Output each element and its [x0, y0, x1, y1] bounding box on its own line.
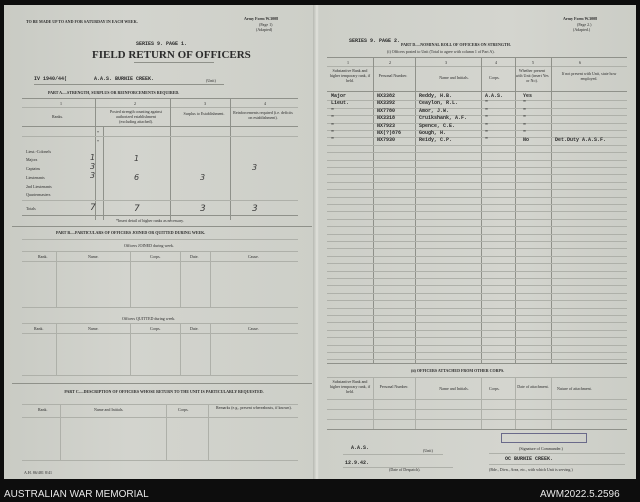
form-id: Army Form W.3008 [244, 16, 279, 21]
part-d-heading: PART D.—NOMINAL ROLL OF OFFICERS ON STRENGTH. [401, 42, 511, 47]
right-page [319, 5, 636, 479]
roll-cell-employed: Det.Duty A.A.S.F. [555, 137, 607, 143]
quitted-col: Cause. [248, 326, 259, 331]
roll-ruled-line [327, 160, 627, 161]
rank-label: Quartermasters [26, 192, 51, 197]
roll-cell-num: NX7930 [377, 137, 396, 143]
surplus-header: Surplus to Establishment. [183, 111, 225, 116]
joined-col: Rank. [38, 254, 48, 259]
joined-title: Officers JOINED during week. [124, 243, 174, 248]
form-adapted-right: (Adapted.) [573, 27, 591, 32]
nominal-col-num: 1 [347, 60, 349, 65]
command-unit: OC BURNIE CREEK. [505, 456, 554, 462]
rank-label: Lieut.-Colonels [26, 149, 51, 154]
personal-number-header: Personal Number. [378, 73, 408, 78]
roll-cell-num: NX(?)876 [377, 130, 402, 136]
roll-cell-rank: Major [331, 93, 347, 99]
roll-ruled-line [327, 315, 627, 316]
bde-label: (Bde., Divn., Area, etc., with which Unit is serving.) [489, 467, 573, 472]
rank-label: Captains [26, 166, 40, 171]
roll-ruled-line [327, 256, 627, 257]
roll-cell-rank: " [331, 108, 335, 114]
quitted-col: Name. [88, 326, 99, 331]
joined-col: Name. [88, 254, 99, 259]
roll-ruled-line [327, 285, 627, 286]
roll-cell-present: " [523, 123, 527, 129]
roll-cell-corps: " [485, 108, 489, 114]
part-c-heading: PART C.—DESCRIPTION OF OFFICERS WHOSE RETURN TO THE UNIT IS PARTICULARLY REQUESTED. [64, 389, 264, 394]
roll-cell-corps: " [485, 123, 489, 129]
roll-cell-rank: " [331, 123, 335, 129]
roll-cell-num: NX3392 [377, 100, 396, 106]
roll-cell-corps: " [485, 115, 489, 121]
roll-cell-name: Reidy, C.P. [419, 137, 453, 143]
col1-value: 3 [90, 162, 96, 171]
quitted-col: Date. [190, 326, 199, 331]
reinforcements-header: Reinforcements required (i.e. deficits on establishment). [233, 110, 293, 120]
roll-ruled-line [327, 278, 627, 279]
posted-note: (i) Officers posted to Unit (Total to agree with column 1 of Part A). [387, 49, 495, 54]
roll-cell-name: Spence, C.E. [419, 123, 456, 129]
unit-signature: A.A.S. [351, 445, 370, 451]
commander-stamp [501, 433, 587, 443]
attached-col: Name and Initials. [439, 386, 469, 391]
employed-header: If not present with Unit, state how employed. [561, 71, 617, 81]
roll-cell-name: Amor, J.W. [419, 108, 450, 114]
quitted-col: Corps. [150, 326, 161, 331]
roll-cell-rank: " [331, 115, 335, 121]
part-a-col-num: 2 [134, 101, 136, 106]
roll-cell-name: Ceaylon, R.L. [419, 100, 459, 106]
col2-value: 6 [134, 173, 140, 182]
roll-ruled-line [327, 345, 627, 346]
joined-col: Cause. [248, 254, 259, 259]
roll-ruled-line [327, 234, 627, 235]
attached-col: Substantive Rank and higher temporary rank, if held. [329, 379, 371, 394]
roll-ruled-line [327, 182, 627, 183]
form-page-right: (Page 2.) [577, 22, 592, 27]
roll-cell-corps: " [485, 130, 489, 136]
attached-col: Date of attachment. [517, 384, 549, 389]
nominal-col-num: 5 [532, 60, 534, 65]
col1-value: 3 [90, 171, 96, 180]
roll-cell-corps: A.A.S. [485, 93, 504, 99]
roll-cell-present: Yes [523, 93, 533, 99]
form-id-right: Army Form W.3008 [563, 16, 598, 21]
rank-header: Substantive Rank and higher temporary rank, if held. [329, 68, 371, 83]
roll-cell-present: No [523, 137, 530, 143]
roll-ruled-line [327, 263, 627, 264]
rank-label: 2nd Lieutenants [26, 184, 52, 189]
nominal-col-num: 6 [579, 60, 581, 65]
roll-ruled-line [327, 152, 627, 153]
roll-ruled-line [327, 197, 627, 198]
posted-strength-header: Posted strength counting against authorized establishment (excluding attached). [110, 109, 162, 124]
roll-cell-num: NX3318 [377, 115, 396, 121]
printer-code: A.H. 86/481 8/41 [24, 470, 52, 475]
attached-col: Nature of attachment. [557, 386, 592, 391]
rank-label-totals: Totals [26, 206, 36, 211]
roll-ruled-line [327, 100, 627, 101]
form-page: (Page 1) [259, 22, 273, 27]
attached-heading: (ii) OFFICERS ATTACHED FROM OTHER CORPS. [411, 368, 505, 373]
roll-ruled-line [327, 115, 627, 116]
nominal-col-num: 4 [495, 60, 497, 65]
part-b-heading: PART B.—PARTICULARS OF OFFICERS JOINED OR QUITTED DURING WEEK. [56, 230, 206, 235]
present-header: Whether present with Unit (insert Yes or No). [515, 68, 549, 83]
roll-ruled-line [327, 293, 627, 294]
roll-ruled-line [327, 123, 627, 124]
part-a-footnote: *Insert detail of higher ranks as necessary. [116, 218, 184, 223]
roll-ruled-line [327, 204, 627, 205]
col3-value: 3 [200, 173, 206, 182]
roll-ruled-line [327, 337, 627, 338]
serial-number: SERIES 9. PAGE 1. [136, 41, 188, 47]
roll-cell-rank: " [331, 130, 335, 136]
roll-cell-num: NX3382 [377, 93, 396, 99]
despatch-date: 12.9.42. [345, 460, 370, 466]
footer-institution: AUSTRALIAN WAR MEMORIAL [4, 489, 149, 500]
joined-col: Corps. [150, 254, 161, 259]
corps-header: Corps. [489, 75, 500, 80]
unit-label: (Unit) [206, 78, 216, 83]
roll-ruled-line [327, 359, 627, 360]
roll-ruled-line [327, 308, 627, 309]
quitted-col: Rank. [34, 326, 44, 331]
col4-value: 3 [252, 204, 258, 214]
weekly-note: TO BE MADE UP TO AND FOR SATURDAY IN EACH WEEK. [26, 19, 138, 24]
roll-ruled-line [327, 226, 627, 227]
col4-value: 3 [252, 163, 258, 172]
roll-cell-corps: " [485, 137, 489, 143]
part-a-col-num: 3 [204, 101, 206, 106]
roll-cell-name: Gough, H. [419, 130, 447, 136]
roll-ruled-line [327, 108, 627, 109]
name-header: Name and Initials. [439, 75, 469, 80]
roll-ruled-line [327, 241, 627, 242]
part-c-col: Corps. [178, 407, 189, 412]
part-c-col: Rank. [38, 407, 48, 412]
form-adapted: (Adapted) [256, 27, 273, 32]
part-a-heading: PART A.—STRENGTH, SURPLUS OR REINFORCEMENTS REQUIRED. [48, 90, 180, 95]
roll-cell-name: Cruikshank, A.F. [419, 115, 468, 121]
unit-name: A.A.S. BURNIE CREEK. [94, 76, 155, 82]
date-label: (Date of Despatch). [389, 467, 421, 472]
attached-col: Corps. [489, 386, 500, 391]
attached-col: Personal Number. [379, 384, 409, 389]
roll-cell-rank: Lieut. [331, 100, 350, 106]
roll-ruled-line [327, 352, 627, 353]
part-a-col-num: 4 [264, 101, 266, 106]
col2-value: 7 [134, 204, 140, 214]
part-c-col: Remarks (e.g., present whereabouts, if known). [216, 405, 292, 410]
roll-ruled-line [327, 174, 627, 175]
part-c-col: Name and Initials. [94, 407, 124, 412]
roll-cell-present: " [523, 130, 527, 136]
roll-cell-rank: " [331, 137, 335, 143]
col1-value: 7 [90, 203, 96, 213]
unit-ref: IV 1940/44( [34, 76, 68, 82]
left-page: TO BE MADE UP TO AND FOR SATURDAY IN EACH WEEK. Army Form W.3008 (Page 1) (Adapted) SERIES 9. PAGE 1. FIELD RETURN OF OFFICERS IV 1940/44( A.A.S. BURNIE CREEK. (Unit) PART A.—STRENGTH, SURPLUS OR REINFORCEMENTS REQUIRED. 1 2 3 4 Ranks. Posted strength counting against authorized establishment (excluding attached). Surplus to Establishment. Reinforcements required (i.e. deficits on establishment). * * Lieut.-Colonels Majors Captains Lieutenants 2nd Lieutenants Quartermasters Totals 1 3 3 7 1 6 7 3 3 3 3 *Insert detail of higher ranks as necessary. PART B.—PARTICULARS OF OFFICERS JOINED OR QUITTED DURING WEEK. Officers JOINED during week. Rank. Name. Corps. Date. Cause. Officers QUITTED during week. Rank. Name. Corps. Date. Cause. PART C.—DESCRIPTION OF OFFICERS WHOSE RETURN TO THE UNIT IS PARTICULARLY REQUESTED. Rank. Name and Initials. Corps. Remarks (e.g., present whereabouts, if known). A.H. 86/481 8/41 [4, 5, 316, 479]
roll-cell-present: " [523, 108, 527, 114]
joined-col: Date. [190, 254, 199, 259]
serial-number-right: SERIES 9. PAGE 2. [349, 38, 401, 44]
roll-ruled-line [327, 130, 627, 131]
roll-ruled-line [327, 219, 627, 220]
roll-cell-corps: " [485, 100, 489, 106]
roll-ruled-line [327, 167, 627, 168]
roll-ruled-line [327, 189, 627, 190]
roll-ruled-line [327, 300, 627, 301]
roll-ruled-line [327, 271, 627, 272]
col3-value: 3 [200, 204, 206, 214]
roll-cell-name: Reddy, H.B. [419, 93, 453, 99]
nominal-col-num: 2 [389, 60, 391, 65]
roll-cell-present: " [523, 100, 527, 106]
roll-ruled-line [327, 330, 627, 331]
roll-ruled-line [327, 322, 627, 323]
form-title: FIELD RETURN OF OFFICERS [92, 49, 251, 61]
part-a-col-num: 1 [60, 101, 62, 106]
roll-cell-num: NX7780 [377, 108, 396, 114]
unit-label-right: (Unit) [423, 448, 433, 453]
ranks-header: Ranks. [52, 114, 63, 119]
roll-ruled-line [327, 248, 627, 249]
roll-cell-present: " [523, 115, 527, 121]
nominal-col-num: 3 [445, 60, 447, 65]
roll-ruled-line [327, 211, 627, 212]
col1-value: 1 [90, 153, 96, 162]
roll-ruled-line [327, 145, 627, 146]
rank-label: Majors [26, 157, 38, 162]
col2-value: 1 [134, 154, 140, 163]
footer-accession: AWM2022.5.2596 [540, 489, 620, 500]
roll-cell-num: NX7923 [377, 123, 396, 129]
signature-label: (Signature of Commander.) [519, 446, 563, 451]
rank-label: Lieutenants [26, 175, 45, 180]
quitted-title: Officers QUITTED during week. [122, 316, 176, 321]
